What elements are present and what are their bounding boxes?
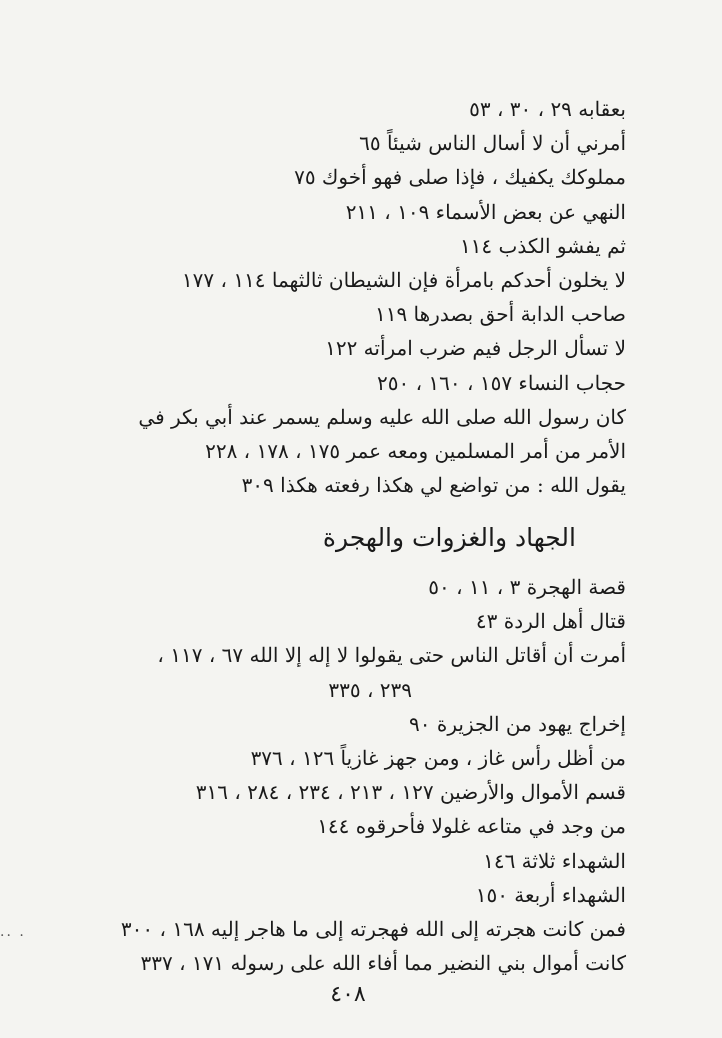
- index-entry: كان رسول الله صلى الله عليه وسلم يسمر عند أبي بكر في: [138, 404, 626, 429]
- index-entry: لا تسأل الرجل فيم ضرب امرأته ١٢٢: [325, 336, 626, 361]
- index-entry: كانت أموال بني النضير مما أفاء الله على رسوله ١٧١ ، ٣٣٧: [140, 951, 626, 976]
- index-entry: من أظل رأس غاز ، ومن جهز غازياً ١٢٦ ، ٣٧٦: [250, 745, 626, 770]
- index-entry: قتال أهل الردة ٤٣: [475, 609, 626, 634]
- index-entry: من وجد في متاعه غلولا فأحرقوه ١٤٤: [317, 814, 626, 839]
- index-entry: بعقابه ٢٩ ، ٣٠ ، ٥٣: [469, 97, 626, 121]
- index-section-social-conduct: [76, 92, 626, 502]
- index-entry: حجاب النساء ١٥٧ ، ١٦٠ ، ٢٥٠: [377, 370, 626, 395]
- index-entry: الأمر من أمر المسلمين ومعه عمر ١٧٥ ، ١٧٨ ، ٢٢٨: [205, 438, 626, 463]
- section-heading: الجهاد والغزوات والهجرة: [322, 523, 576, 552]
- page-number: ٤٠٨: [330, 982, 366, 1007]
- index-entry: ثم يفشو الكذب ١١٤: [459, 233, 626, 258]
- index-entry-continuation: ٢٣٩ ، ٣٣٥: [328, 677, 412, 702]
- index-entry: يقول الله : من تواضع لي هكذا رفعته هكذا ٣٠٩: [241, 473, 626, 498]
- margin-mark: ·· ·: [0, 928, 26, 944]
- index-entry: أمرت أن أقاتل الناس حتى يقولوا لا إله إلا الله ٦٧ ، ١١٧ ،: [157, 643, 626, 668]
- index-section-jihad: [76, 570, 626, 980]
- index-entry: النهي عن بعض الأسماء ١٠٩ ، ٢١١: [345, 199, 626, 224]
- index-entry: الشهداء ثلاثة ١٤٦: [483, 848, 626, 873]
- index-entry: مملوكك يكفيك ، فإذا صلى فهو أخوك ٧٥: [294, 165, 626, 190]
- index-entry: صاحب الدابة أحق بصدرها ١١٩: [374, 302, 626, 327]
- index-entry: فمن كانت هجرته إلى الله فهجرته إلى ما هاجر إليه ١٦٨ ، ٣٠٠: [120, 916, 626, 941]
- index-entry: قسم الأموال والأرضين ١٢٧ ، ٢١٣ ، ٢٣٤ ، ٢٨٤ ، ٣١٦: [195, 780, 626, 805]
- index-entry: الشهداء أربعة ١٥٠: [475, 882, 626, 907]
- index-entry: لا يخلون أحدكم بامرأة فإن الشيطان ثالثهما ١١٤ ، ١٧٧: [181, 267, 626, 292]
- index-entry: قصة الهجرة ٣ ، ١١ ، ٥٠: [428, 575, 626, 599]
- index-entry: إخراج يهود من الجزيرة ٩٠: [409, 711, 626, 736]
- index-entry: أمرني أن لا أسال الناس شيئاً ٦٥: [359, 131, 626, 156]
